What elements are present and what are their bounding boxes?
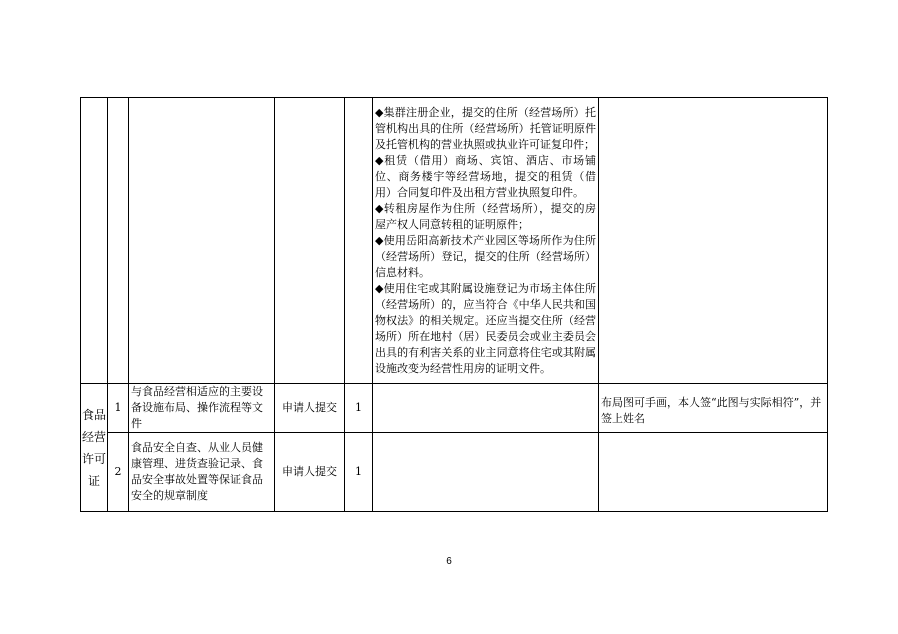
notes-cell	[599, 433, 828, 512]
source-cell: 申请人提交	[275, 384, 345, 433]
requirements-cell	[373, 384, 599, 433]
requirement-item: ◆租赁（借用）商场、宾馆、酒店、市场铺位、商务楼宇等经营场地，提交的租赁（借用）合同复印件及出租方营业执照复印件。	[375, 154, 596, 199]
table-row-continued	[81, 98, 828, 384]
material-name: 食品安全自查、从业人员健康管理、进货查验记录、食品安全事故处置等保证食品安全的规章制度	[129, 433, 275, 512]
category-label: 食品经营许可证	[81, 407, 106, 488]
page-number: 6	[446, 556, 452, 567]
copies-cell: 1	[345, 384, 373, 433]
table-row	[81, 433, 828, 512]
table-row	[81, 384, 828, 433]
source-cell-empty	[275, 98, 345, 384]
requirement-item: ◆使用住宅或其附属设施登记为市场主体住所（经营场所）的，应当符合《中华人民共和国物权法》的相关规定。还应当提交住所（经营场所）所在地村（居）民委员会或业主委员会出具的有利害关系的业主同意将住宅或其附属设施改变为经营性用房的证明文件。	[375, 282, 596, 375]
notes-cell-empty	[599, 98, 828, 384]
category-cell-empty	[81, 98, 108, 384]
category-cell	[81, 384, 108, 512]
copies-cell-empty	[345, 98, 373, 384]
requirement-item: ◆转租房屋作为住所（经营场所），提交的房屋产权人同意转租的证明原件；	[375, 202, 596, 231]
number-cell-empty	[108, 98, 129, 384]
requirements-cell	[373, 98, 599, 384]
requirement-item: ◆使用岳阳高新技术产业园区等场所作为住所（经营场所）登记，提交的住所（经营场所）信息材料。	[375, 234, 596, 279]
row-number: 1	[108, 384, 129, 433]
materials-table	[80, 97, 828, 512]
row-number: 2	[108, 433, 129, 512]
notes-cell: 布局图可手画，本人签“此图与实际相符”，并签上姓名	[599, 384, 828, 433]
requirement-item: ◆集群注册企业，提交的住所（经营场所）托管机构出具的住所（经营场所）托管证明原件及托管机构的营业执照或执业许可证复印件；	[375, 106, 596, 151]
requirements-cell	[373, 433, 599, 512]
material-cell-empty	[129, 98, 275, 384]
source-cell: 申请人提交	[275, 433, 345, 512]
material-name: 与食品经营相适应的主要设备设施布局、操作流程等文件	[129, 384, 275, 433]
copies-cell: 1	[345, 433, 373, 512]
